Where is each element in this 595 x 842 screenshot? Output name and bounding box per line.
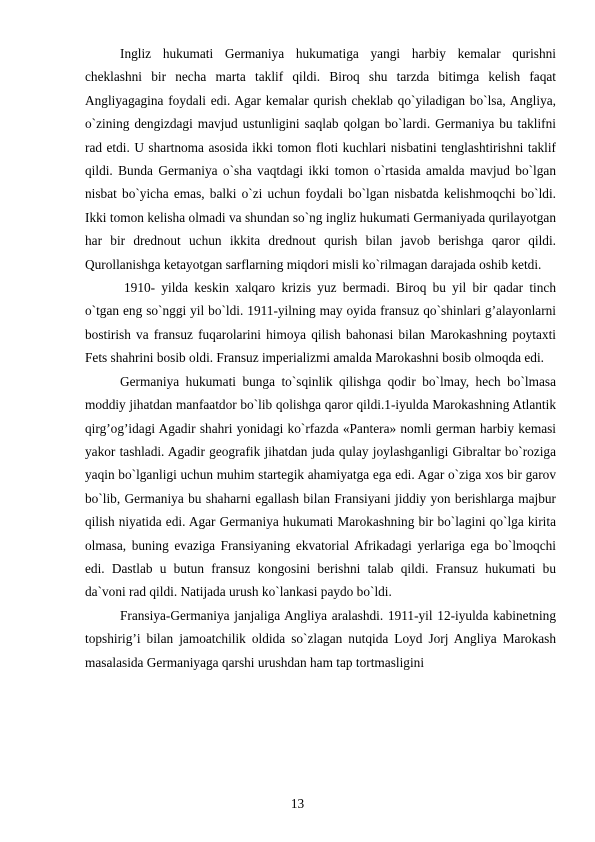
paragraph-4: Fransiya-Germaniya janjaliga Angliya aralashdi. 1911-yil 12-iyulda kabinetning topshirig’i bilan jamoatchilik oldida so`zlagan nutqida Loyd Jorj Angliya Marokash masalasida Germaniyaga qarshi urushdan ham tap tortmasligini — [85, 607, 556, 670]
paragraph-3: Germaniya hukumati bunga to`sqinlik qilishga qodir bo`lmay, hech bo`lmasa moddiy jihatdan manfaatdor bo`lib qolishga qaror qildi.1-iyulda Marokashning Atlantik qirg’og’idagi Agadir shahri yonidagi ko`rfazda «Pantera» nomli german harbiy kemasi yakor tashladi. Agadir geografik jihatdan juda qulay joylashganligi Gibraltar bo`roziga yaqin bo`lganligi uchun muhim startegik ahamiyatga ega edi. Agar o`ziga xos bir garov bo`lib, Germaniya bu shaharni egallash bilan Fransiyani jiddiy yon berishlarga majbur qilish niyatida edi. Agar Germaniya hukumati Marokashning bir bo`lagini qo`lga kirita olmasa, buning evaziga Fransiyaning ekvatorial Afrikadagi yerlariga ega bo`lmoqchi edi. Dastlab u butun fransuz kongosini berishni talab qildi. Fransuz hukumati bu da`voni rad qildi. Natijada urush ko`lankasi paydo bo`ldi. — [85, 373, 556, 600]
paragraph-1: Ingliz hukumati Germaniya hukumatiga yangi harbiy kemalar qurishni cheklashni bir necha marta taklif qildi. Biroq shu tarzda bitimga kelish faqat Angliyagagina foydali edi. Agar kemalar qurish cheklab qo`yiladigan bo`lsa, Angliya, o`zining dengizdagi mavjud ustunligini saqlab qolgan bo`lardi. Germaniya bu taklifni rad etdi. U shartnoma asosida ikki tomon floti kuchlari nisbatini tenglashtirishni taklif qildi. Bunda Germaniya o`sha vaqtdagi ikki tomon o`rtasida amalda mavjud bo`lgan nisbat bo`yicha emas, balki o`zi uchun foydali bo`lgan nisbatda kelishmoqchi bo`ldi. Ikki tomon kelisha olmadi va shundan so`ng ingliz hukumati Germaniyada qurilayotgan har bir drednout uchun ikkita drednout qurish bilan javob berishga qaror qildi. Qurollanishga ketayotgan sarflarning miqdori misli ko`rilmagan darajada oshib ketdi. — [85, 46, 556, 272]
page-number: 13 — [290, 796, 305, 811]
paragraph-2: 1910- yilda keskin xalqaro krizis yuz bermadi. Biroq bu yil bir qadar tinch o`tgan eng so`nggi yil bo`ldi. 1911-yilning may oyida fransuz qo`shinlari g’alayonlarni bostirish va fransuz fuqarolarini himoya qilish bahonasi bilan Marokashning poytaxti Fets shahrini bosib oldi. Fransuz imperializmi amalda Marokashni bosib olmoqda edi. — [85, 280, 556, 366]
document-body — [85, 42, 556, 674]
